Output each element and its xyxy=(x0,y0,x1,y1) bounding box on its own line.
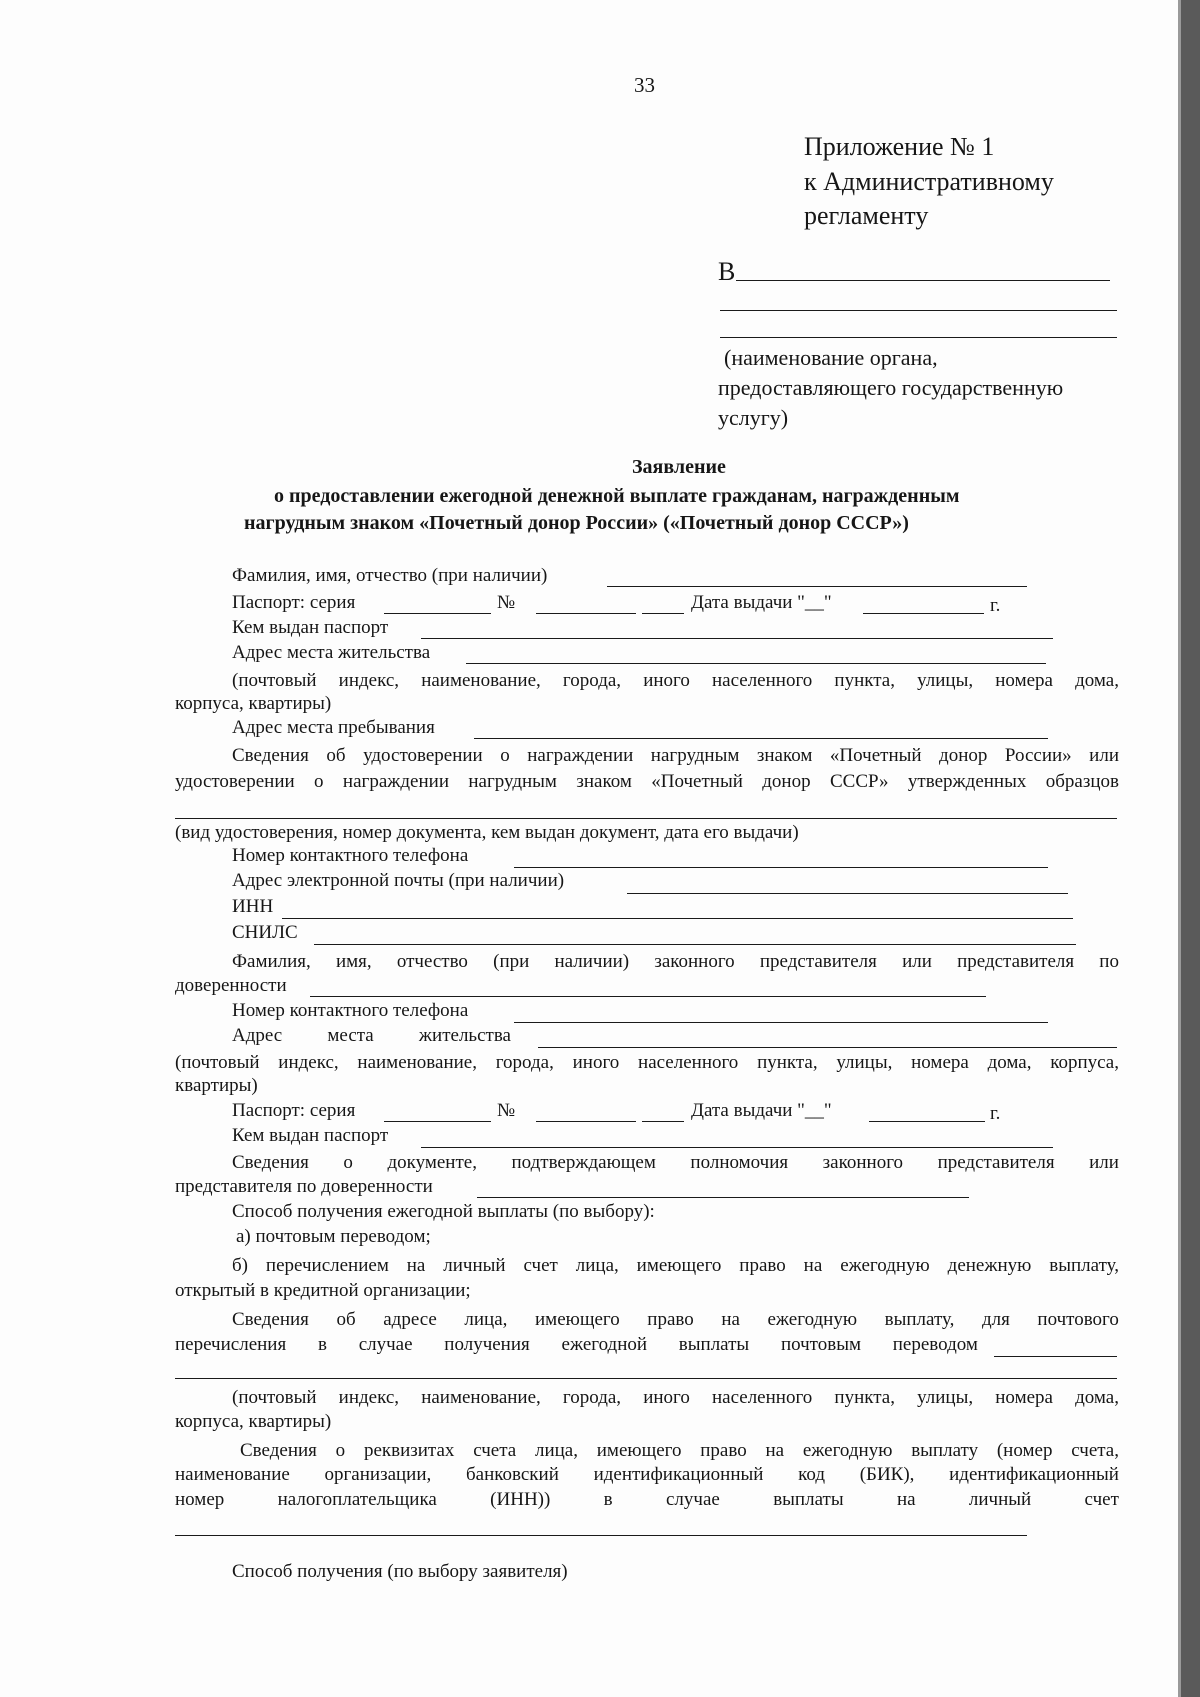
applicant-residence-field[interactable] xyxy=(466,663,1046,664)
receive-method-label: Способ получения (по выбору заявителя) xyxy=(232,1561,568,1582)
representative-passport-no-field-2[interactable] xyxy=(642,1121,684,1122)
applicant-passport-series-field[interactable] xyxy=(384,613,491,614)
representative-authority-line-2: представителя по доверенности xyxy=(175,1176,433,1197)
applicant-issued-by-field[interactable] xyxy=(421,638,1053,639)
appendix-line-2: к Административному xyxy=(804,167,1054,196)
representative-passport-date-label: Дата выдачи "__" xyxy=(691,1100,832,1121)
applicant-passport-series-label: Паспорт: серия xyxy=(232,592,356,613)
payment-bank-line-2: наименование организации, банковский идентификационный код (БИК), идентификационный xyxy=(175,1464,1119,1485)
applicant-cert-line-1: Сведения об удостоверении о награждении нагрудным знаком «Почетный донор России» или xyxy=(232,745,1119,766)
applicant-passport-date-field[interactable] xyxy=(863,613,984,614)
applicant-cert-line-2: удостоверении о награждении нагрудным знаком «Почетный донор СССР» утвержденных образцов xyxy=(175,771,1119,792)
applicant-cert-field[interactable] xyxy=(175,818,1117,819)
representative-residence-label: Адрес места жительства xyxy=(232,1025,511,1046)
applicant-passport-date-label: Дата выдачи "__" xyxy=(691,592,832,613)
representative-phone-field[interactable] xyxy=(514,1022,1048,1023)
applicant-phone-field[interactable] xyxy=(514,867,1048,868)
addressee-prefix: В xyxy=(718,257,736,286)
payment-option-b-line-1: б) перечислением на личный счет лица, имеющего право на ежегодную денежную выплату, xyxy=(232,1255,1119,1276)
payment-postal-field-1[interactable] xyxy=(994,1356,1117,1357)
representative-authority-field[interactable] xyxy=(477,1197,969,1198)
payment-method-label: Способ получения ежегодной выплаты (по выбору): xyxy=(232,1201,655,1222)
payment-postal-field-2[interactable] xyxy=(175,1378,1117,1379)
form-subtitle-2: нагрудным знаком «Почетный донор России» («Почетный донор СССР») xyxy=(244,512,909,534)
page-number: 33 xyxy=(634,73,655,97)
representative-fio-line-1: Фамилия, имя, отчество (при наличии) законного представителя или представителя по xyxy=(232,951,1119,972)
applicant-phone-label: Номер контактного телефона xyxy=(232,845,469,866)
representative-fio-field[interactable] xyxy=(310,996,986,997)
representative-passport-year-label: г. xyxy=(990,1103,1001,1124)
representative-residence-field[interactable] xyxy=(538,1047,1117,1048)
form-title: Заявление xyxy=(632,456,726,478)
payment-option-a: а) почтовым переводом; xyxy=(236,1226,431,1247)
applicant-residence-hint-2: корпуса, квартиры) xyxy=(175,693,332,714)
payment-option-b-line-2: открытый в кредитной организации; xyxy=(175,1280,471,1301)
addressee-caption-2: предоставляющего государственную xyxy=(718,375,1064,400)
representative-phone-label: Номер контактного телефона xyxy=(232,1000,469,1021)
addressee-line-3[interactable] xyxy=(720,337,1117,338)
addressee-line-1[interactable] xyxy=(736,280,1110,281)
form-subtitle-1: о предоставлении ежегодной денежной выплате гражданам, награжденным xyxy=(274,485,960,507)
applicant-passport-year-label: г. xyxy=(990,595,1001,616)
applicant-fio-field[interactable] xyxy=(607,586,1027,587)
scan-edge xyxy=(1178,0,1200,1697)
applicant-snils-label: СНИЛС xyxy=(232,922,298,943)
representative-passport-date-field[interactable] xyxy=(869,1121,985,1122)
applicant-email-field[interactable] xyxy=(627,893,1068,894)
applicant-passport-no-field[interactable] xyxy=(536,613,636,614)
payment-postal-hint-2: корпуса, квартиры) xyxy=(175,1411,332,1432)
applicant-passport-no-label: № xyxy=(497,592,516,613)
representative-passport-series-field[interactable] xyxy=(384,1121,491,1122)
applicant-issued-by-label: Кем выдан паспорт xyxy=(232,617,389,638)
representative-authority-line-1: Сведения о документе, подтверждающем полномочия законного представителя или xyxy=(232,1152,1119,1173)
applicant-cert-hint: (вид удостоверения, номер документа, кем выдан документ, дата его выдачи) xyxy=(175,822,799,843)
applicant-email-label: Адрес электронной почты (при наличии) xyxy=(232,870,565,891)
representative-residence-hint-2: квартиры) xyxy=(175,1075,258,1096)
applicant-snils-field[interactable] xyxy=(314,944,1076,945)
payment-bank-line-1: Сведения о реквизитах счета лица, имеющего право на ежегодную выплату (номер счета, xyxy=(240,1440,1119,1461)
applicant-stay-label: Адрес места пребывания xyxy=(232,717,435,738)
applicant-fio-label: Фамилия, имя, отчество (при наличии) xyxy=(232,565,548,586)
addressee-caption-1: (наименование органа, xyxy=(724,345,938,370)
representative-issued-by-label: Кем выдан паспорт xyxy=(232,1125,389,1146)
applicant-inn-field[interactable] xyxy=(282,918,1073,919)
applicant-residence-hint-1: (почтовый индекс, наименование, города, иного населенного пункта, улицы, номера дома, xyxy=(232,670,1119,691)
appendix-line-1: Приложение № 1 xyxy=(804,132,995,161)
applicant-residence-label: Адрес места жительства xyxy=(232,642,431,663)
representative-residence-hint-1: (почтовый индекс, наименование, города, иного населенного пункта, улицы, номера дома, корпуса, xyxy=(175,1052,1119,1073)
payment-bank-field[interactable] xyxy=(175,1535,1027,1536)
representative-passport-series-label: Паспорт: серия xyxy=(232,1100,356,1121)
representative-passport-no-field[interactable] xyxy=(536,1121,636,1122)
payment-postal-line-1: Сведения об адресе лица, имеющего право на ежегодную выплату, для почтового xyxy=(232,1309,1119,1330)
addressee-line-2[interactable] xyxy=(720,310,1117,311)
representative-fio-line-2: доверенности xyxy=(175,975,287,996)
representative-passport-no-label: № xyxy=(497,1100,516,1121)
appendix-line-3: регламенту xyxy=(804,201,929,230)
representative-issued-by-field[interactable] xyxy=(421,1147,1053,1148)
payment-bank-line-3: номер налогоплательщика (ИНН)) в случае выплаты на личный счет xyxy=(175,1489,1119,1510)
applicant-passport-no-field-2[interactable] xyxy=(642,613,684,614)
applicant-inn-label: ИНН xyxy=(232,896,274,917)
payment-postal-line-2: перечисления в случае получения ежегодной выплаты почтовым переводом xyxy=(175,1334,978,1355)
addressee-caption-3: услугу) xyxy=(718,405,789,430)
payment-postal-hint-1: (почтовый индекс, наименование, города, иного населенного пункта, улицы, номера дома, xyxy=(232,1387,1119,1408)
applicant-stay-field[interactable] xyxy=(474,738,1048,739)
